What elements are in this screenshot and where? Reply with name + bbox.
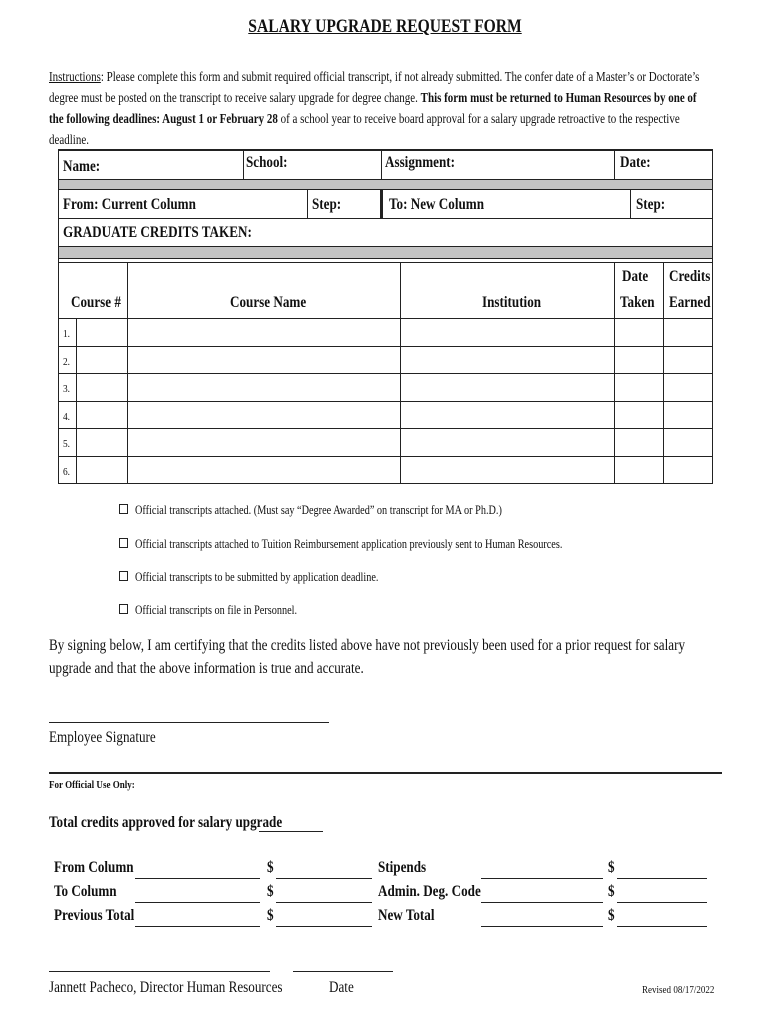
to-column-amount-line[interactable] xyxy=(276,902,372,903)
stipends-label: Stipends xyxy=(378,859,427,876)
total-credits-label: Total credits approved for salary upgrade xyxy=(49,814,283,831)
director-date-label: Date xyxy=(329,979,354,996)
revision-date: Revised 08/17/2022 xyxy=(642,984,715,996)
checkbox-label-on-file: Official transcripts on file in Personnel. xyxy=(135,603,298,617)
from-column-label: From Column xyxy=(54,859,134,876)
checkbox-to-be-submitted[interactable] xyxy=(119,571,128,581)
checkbox-transcripts-attached[interactable] xyxy=(119,504,128,514)
instructions-text-end: of a school year to receive board approval for a salary upgrade retroactive to the respective deadline. xyxy=(49,111,680,147)
employee-signature-line[interactable] xyxy=(49,722,329,723)
director-name: Jannett Pacheco, Director Human Resources xyxy=(49,979,283,996)
instructions-deadline: This form must be returned to Human Resources by one of the following deadlines: August 1 or February 28 xyxy=(49,90,697,126)
to-column-field[interactable]: To: New Column xyxy=(389,196,485,213)
previous-total-amount-line[interactable] xyxy=(276,926,372,927)
instructions xyxy=(49,66,705,150)
certification-statement: By signing below, I am certifying that the credits listed above have not previously been used for a prior request for salary upgrade and that the above information is true and accurate. xyxy=(49,637,686,677)
from-column-amount-line[interactable] xyxy=(276,878,372,879)
date-field[interactable]: Date: xyxy=(620,154,651,171)
school-field[interactable]: School: xyxy=(246,154,288,171)
checkbox-label-transcripts-attached: Official transcripts attached. (Must say “Degree Awarded” on transcript for MA or Ph.D.) xyxy=(135,503,502,517)
official-divider xyxy=(49,772,722,774)
total-credits-line[interactable] xyxy=(259,831,323,832)
column-course-number: Course # xyxy=(71,294,121,311)
dollar-sign: $ xyxy=(608,907,615,924)
checkbox-label-tuition-reimbursement: Official transcripts attached to Tuition Reimbursement application previously sent to Human Resources. xyxy=(135,537,563,551)
from-step-field[interactable]: Step: xyxy=(312,196,342,213)
column-date-taken-line1: Date xyxy=(622,268,649,285)
from-column-line[interactable] xyxy=(135,878,260,879)
checkbox-on-file[interactable] xyxy=(119,604,128,614)
column-course-name: Course Name xyxy=(230,294,307,311)
instructions-label: Instructions xyxy=(49,69,101,84)
new-total-line[interactable] xyxy=(481,926,603,927)
checkbox-tuition-reimbursement[interactable] xyxy=(119,538,128,548)
to-step-field[interactable]: Step: xyxy=(636,196,666,213)
dollar-sign: $ xyxy=(267,883,274,900)
graduate-credits-heading: GRADUATE CREDITS TAKEN: xyxy=(63,224,252,241)
new-total-label: New Total xyxy=(378,907,435,924)
director-signature-line[interactable] xyxy=(49,971,270,972)
checkbox-label-to-be-submitted: Official transcripts to be submitted by application deadline. xyxy=(135,570,379,584)
dollar-sign: $ xyxy=(608,883,615,900)
dollar-sign: $ xyxy=(267,907,274,924)
instructions-text: : Please complete this form and submit required official transcript, if not already submitted. The confer date of a Master’s or Doctorate’s degree must be posted on the transcript to receive salary upgrade for degree change. xyxy=(49,69,700,105)
official-use-label: For Official Use Only: xyxy=(49,779,135,791)
stipends-amount-line[interactable] xyxy=(617,878,707,879)
assignment-field[interactable]: Assignment: xyxy=(385,154,455,171)
to-column-label: To Column xyxy=(54,883,117,900)
admin-deg-code-line[interactable] xyxy=(481,902,603,903)
column-credits-earned-line2: Earned xyxy=(669,294,711,311)
course-row-3: 3. xyxy=(63,383,71,395)
previous-total-line[interactable] xyxy=(135,926,260,927)
course-row-1: 1. xyxy=(63,328,71,340)
from-column-field[interactable]: From: Current Column xyxy=(63,196,196,213)
form-title: SALARY UPGRADE REQUEST FORM xyxy=(248,16,522,37)
course-row-4: 4. xyxy=(63,411,71,423)
dollar-sign: $ xyxy=(608,859,615,876)
course-row-5: 5. xyxy=(63,438,71,450)
course-row-6: 6. xyxy=(63,466,71,478)
course-row-2: 2. xyxy=(63,356,71,368)
to-column-line[interactable] xyxy=(135,902,260,903)
stipends-line[interactable] xyxy=(481,878,603,879)
column-credits-earned-line1: Credits xyxy=(669,268,711,285)
column-institution: Institution xyxy=(482,294,542,311)
name-field[interactable]: Name: xyxy=(63,158,101,175)
employee-signature-label: Employee Signature xyxy=(49,729,156,746)
new-total-amount-line[interactable] xyxy=(617,926,707,927)
director-date-line[interactable] xyxy=(293,971,393,972)
dollar-sign: $ xyxy=(267,859,274,876)
previous-total-label: Previous Total xyxy=(54,907,135,924)
column-date-taken-line2: Taken xyxy=(620,294,655,311)
admin-deg-code-label: Admin. Deg. Code xyxy=(378,883,481,900)
admin-deg-code-amount-line[interactable] xyxy=(617,902,707,903)
